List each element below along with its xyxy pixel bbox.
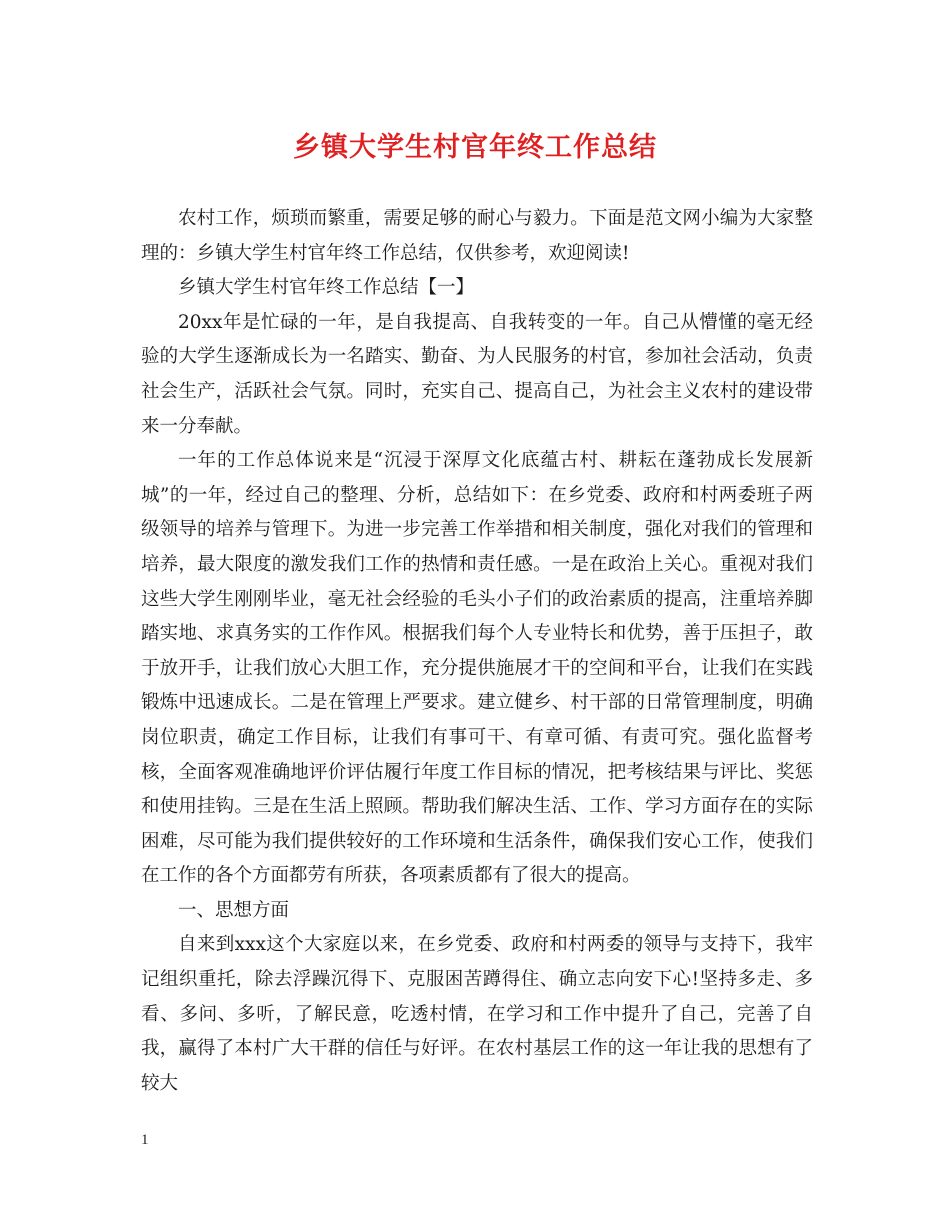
document-title: 乡镇大学生村官年终工作总结: [293, 132, 657, 163]
section-heading-thought: 一、思想方面: [178, 899, 290, 921]
body-paragraph-thought: 自来到xxx这个大家庭以来，在乡党委、政府和村两委的领导与支持下，我牢记组织重托，除去浮躁沉得下、克服困苦蹲得住、确立志向安下心!坚持多走、多看、多问、多听，了解民意，吃透村情，在学习和工作中提升了自己，完善了自我，赢得了本村广大干群的信任与好评。在农村基层工作的这一年让我的思想有了较大: [141, 934, 813, 1094]
section-heading-one: 乡镇大学生村官年终工作总结【一】: [178, 277, 475, 299]
body-paragraph-year-summary: 20xx年是忙碌的一年，是自我提高、自我转变的一年。自己从懵懂的毫无经验的大学生逐渐成长为一名踏实、勤奋、为人民服务的村官，参加社会活动，负责社会生产，活跃社会气氛。同时，充实自己、提高自己，为社会主义农村的建设带来一分奉献。: [141, 311, 813, 437]
page-number: 1: [141, 1132, 149, 1148]
document-body: [141, 202, 813, 1101]
body-paragraph-work-overview: 一年的工作总体说来是“沉浸于深厚文化底蕴古村、耕耘在蓬勃成长发展新城”的一年，经过自己的整理、分析，总结如下：在乡党委、政府和村两委班子两级领导的培养与管理下。为进一步完善工作举措和相关制度，强化对我们的管理和培养，最大限度的激发我们工作的热情和责任感。一是在政治上关心。重视对我们这些大学生刚刚毕业，毫无社会经验的毛头小子们的政治素质的提高，注重培养脚踏实地、求真务实的工作作风。根据我们每个人专业特长和优势，善于压担子，敢于放开手，让我们放心大胆工作，充分提供施展才干的空间和平台，让我们在实践锻炼中迅速成长。二是在管理上严要求。建立健乡、村干部的日常管理制度，明确岗位职责，确定工作目标，让我们有事可干、有章可循、有责可究。强化监督考核，全面客观准确地评价评估履行年度工作目标的情况，把考核结果与评比、奖惩和使用挂钩。三是在生活上照顾。帮助我们解决生活、工作、学习方面存在的实际困难，尽可能为我们提供较好的工作环境和生活条件，确保我们安心工作，使我们在工作的各个方面都劳有所获，各项素质都有了很大的提高。: [141, 450, 813, 887]
intro-paragraph: 农村工作，烦琐而繁重，需要足够的耐心与毅力。下面是范文网小编为大家整理的：乡镇大学生村官年终工作总结，仅供参考，欢迎阅读!: [141, 208, 813, 264]
